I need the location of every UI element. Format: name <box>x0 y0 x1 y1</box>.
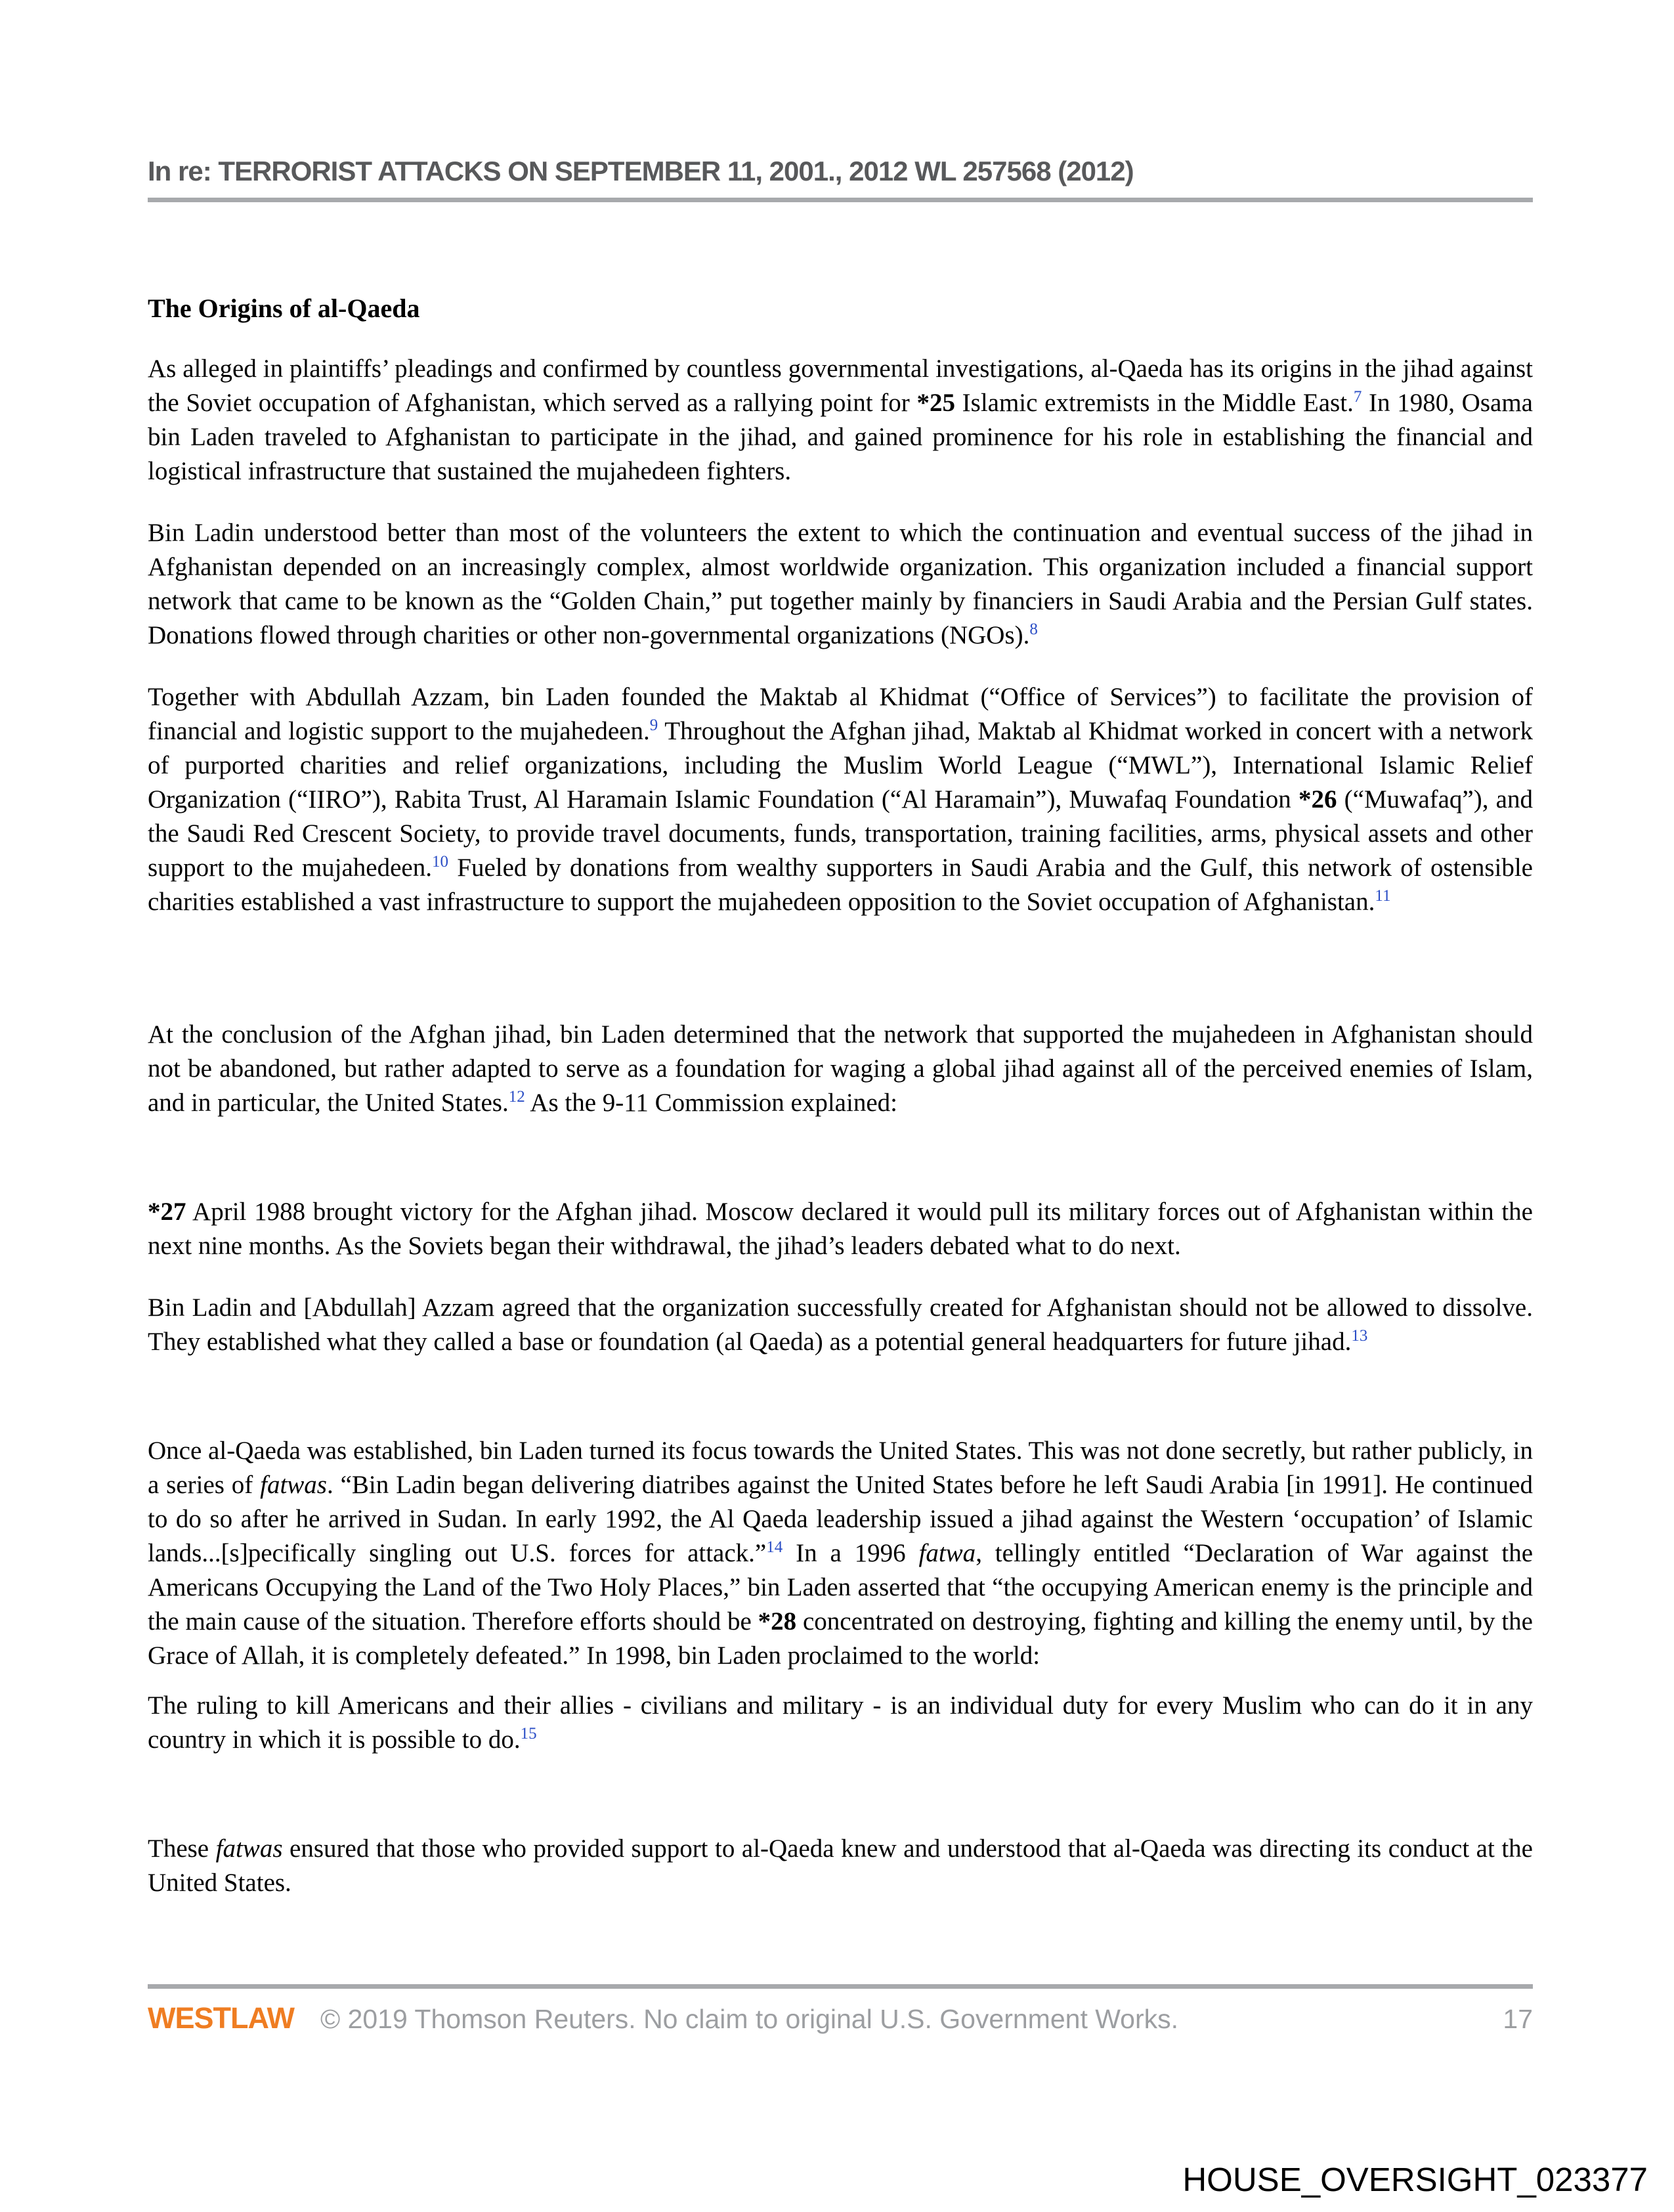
body-paragraph <box>148 1832 1533 1900</box>
page-number: 17 <box>1503 2004 1533 2034</box>
text-run: April 1988 brought victory for the Afghan jihad. Moscow declared it would pull its military forces out of Afghanistan within the next nine months. As the Soviets began their withdrawal, the jihad’s leaders debated what to do next. <box>148 1198 1533 1260</box>
block-quote-paragraph <box>148 1689 1533 1757</box>
document-title: In re: TERRORIST ATTACKS ON SEPTEMBER 11, 2001., 2012 WL 257568 (2012) <box>148 156 1134 186</box>
text-run: As alleged in plaintiffs’ pleadings and confirmed by countless governmental investigations, al-Qaeda has its origins in the jihad against the Soviet occupation of Afghanistan, which served as a rallying point for <box>148 355 1533 417</box>
text-run: , tellingly entitled “Declaration of War against the Americans Occupying the Land of the Two Holy Places,” bin Laden asserted that “the occupying American enemy is the principle and the main cause of the situation. Therefore efforts should be <box>148 1539 1533 1636</box>
text-run: Fueled by donations from wealthy supporters in Saudi Arabia and the Gulf, this network of ostensible charities established a vast infrastructure to support the mujahedeen opposition to the Soviet occupation of Afghanistan. <box>148 854 1533 916</box>
text-run: . “Bin Ladin began delivering diatribes against the United States before he left Saudi Arabia [in 1991]. He continued to do so after he arrived in Sudan. In early 1992, the Al Qaeda leadership issued a jihad against the Western ‘occupation’ of Islamic lands...[s]pecifically singling out U.S. forces for attack.” <box>148 1471 1533 1567</box>
westlaw-logo: WESTLAW <box>148 2001 294 2035</box>
text-run: Throughout the Afghan jihad, Maktab al Khidmat worked in concert with a network of purported charities and relief organizations, including the Muslim World League (“MWL”), International Islamic Relief Organization (“IIRO”), Rabita Trust, Al Haramain Islamic Foundation (“Al Haramain”), Muwafaq Foundation <box>148 717 1533 813</box>
text-run: Once al-Qaeda was established, bin Laden turned its focus towards the United States. This was not done secretly, but rather publicly, in a series of <box>148 1437 1533 1499</box>
text-run: *26 <box>1298 785 1337 813</box>
document-header <box>148 156 1533 202</box>
body-paragraph <box>148 1434 1533 1673</box>
text-run: fatwas <box>260 1471 327 1499</box>
footnote-reference: 14 <box>766 1538 783 1556</box>
text-run: *27 <box>148 1198 186 1226</box>
text-run: As the 9-11 Commission explained: <box>525 1089 897 1117</box>
section-heading: The Origins of al-Qaeda <box>148 293 420 323</box>
body-paragraph <box>148 516 1533 653</box>
text-run: Together with Abdullah Azzam, bin Laden founded the Maktab al Khidmat (“Office of Services”) to facilitate the provision of financial and logistic support to the mujahedeen. <box>148 683 1533 745</box>
text-run: Islamic extremists in the Middle East. <box>955 389 1354 417</box>
text-run: concentrated on destroying, fighting and killing the enemy until, by the Grace of Allah, it is completely defeated.” In 1998, bin Laden proclaimed to the world: <box>148 1607 1533 1670</box>
footnote-reference: 13 <box>1351 1327 1368 1345</box>
footnote-reference: 12 <box>508 1088 525 1106</box>
body-paragraph <box>148 1018 1533 1120</box>
bates-stamp: HOUSE_OVERSIGHT_023377 <box>1182 2161 1648 2198</box>
text-run: fatwa <box>918 1539 976 1567</box>
text-run: At the conclusion of the Afghan jihad, bin Laden determined that the network that supported the mujahedeen in Afghanistan should not be abandoned, but rather adapted to serve as a foundation for waging a global jihad against all of the perceived enemies of Islam, and in particular, the United States. <box>148 1020 1533 1117</box>
paragraph-container <box>148 352 1533 1900</box>
text-run: (“Muwafaq”), and the Saudi Red Crescent Society, to provide travel documents, funds, transportation, training facilities, arms, physical assets and other support to the mujahedeen. <box>148 785 1533 882</box>
footnote-reference: 11 <box>1375 887 1391 905</box>
block-quote-paragraph <box>148 1291 1533 1359</box>
document-body <box>148 202 1533 1900</box>
body-paragraph <box>148 680 1533 919</box>
header-divider <box>148 198 1533 202</box>
footnote-reference: 9 <box>649 716 658 734</box>
text-run: These <box>148 1834 216 1863</box>
text-run: ensured that those who provided support to al-Qaeda knew and understood that al-Qaeda was directing its conduct at the United States. <box>148 1834 1533 1897</box>
text-run: fatwas <box>215 1834 283 1863</box>
document-footer <box>148 1984 1533 2034</box>
footnote-reference: 15 <box>520 1725 537 1743</box>
body-paragraph <box>148 352 1533 488</box>
text-run: *28 <box>758 1607 797 1636</box>
footnote-reference: 8 <box>1029 620 1038 638</box>
text-run: *25 <box>916 389 955 417</box>
footer-copyright: © 2019 Thomson Reuters. No claim to original U.S. Government Works. <box>320 2004 1179 2034</box>
block-quote-paragraph <box>148 1195 1533 1263</box>
footer-divider <box>148 1984 1533 1989</box>
text-run: Bin Ladin understood better than most of the volunteers the extent to which the continuation and eventual success of the jihad in Afghanistan depended on an increasingly complex, almost worldwide organization. This organization included a financial support network that came to be known as the “Golden Chain,” put together mainly by financiers in Saudi Arabia and the Persian Gulf states. Donations flowed through charities or other non-governmental organizations (NGOs). <box>148 519 1533 649</box>
footnote-reference: 10 <box>432 853 448 871</box>
text-run: Bin Ladin and [Abdullah] Azzam agreed that the organization successfully created for Afghanistan should not be allowed to dissolve. They established what they called a base or foundation (al Qaeda) as a potential general headquarters for future jihad. <box>148 1293 1533 1356</box>
text-run: In a 1996 <box>783 1539 919 1567</box>
footnote-reference: 7 <box>1353 388 1362 406</box>
text-run: In 1980, Osama bin Laden traveled to Afghanistan to participate in the jihad, and gained prominence for his role in establishing the financial and logistical infrastructure that sustained the mujahedeen fighters. <box>148 389 1533 485</box>
text-run: The ruling to kill Americans and their allies - civilians and military - is an individual duty for every Muslim who can do it in any country in which it is possible to do. <box>148 1691 1533 1754</box>
